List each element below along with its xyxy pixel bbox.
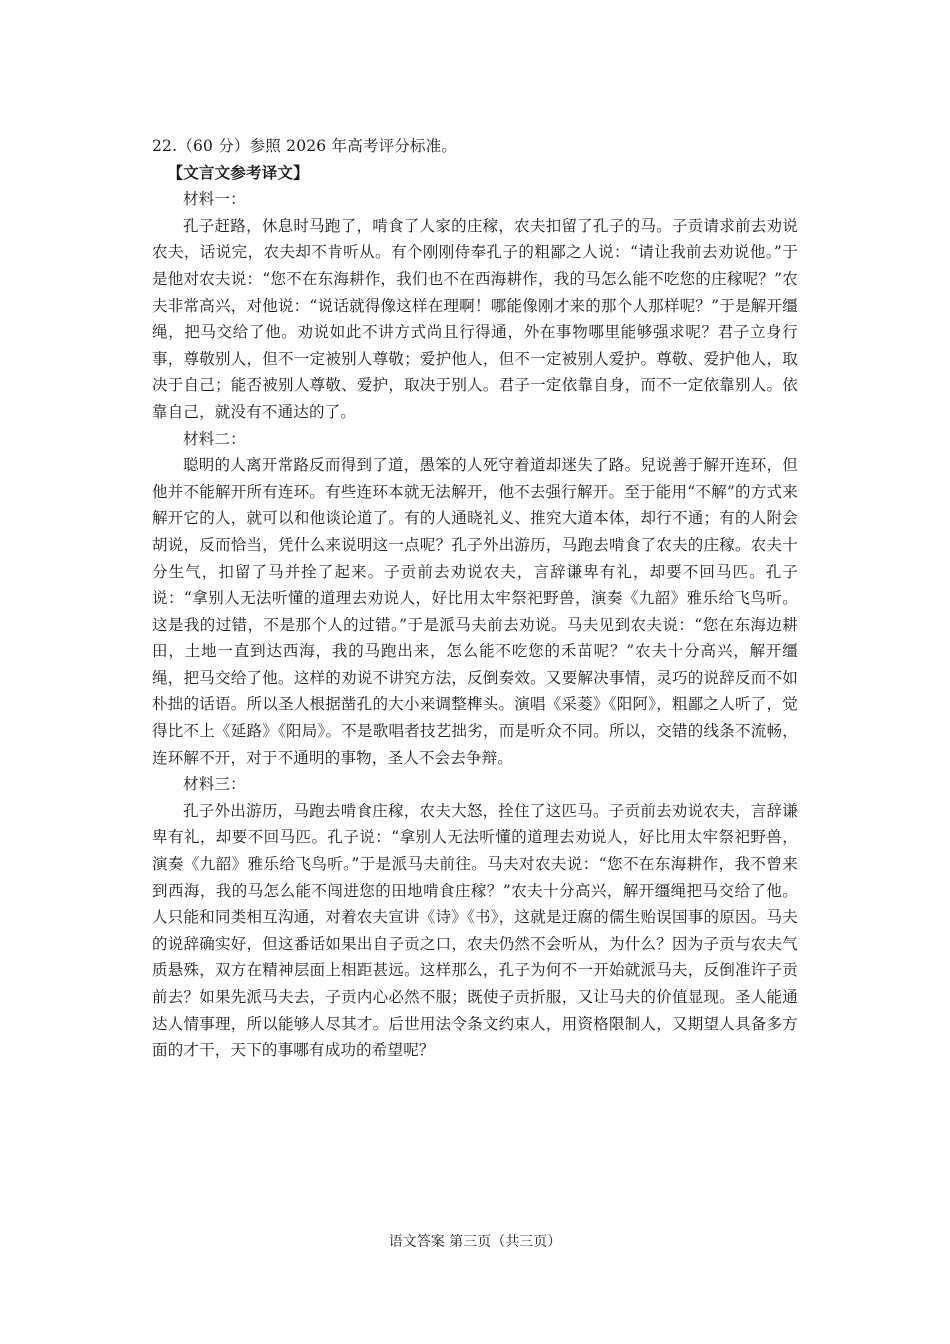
material-2-label: 材料二： — [183, 429, 246, 448]
material-1-paragraph: 孔子赶路，休息时马跑了，啃食了人家的庄稼，农夫扣留了孔子的马。子贡请求前去劝说农夫，话说完，农夫却不肯听从。有个刚刚侍奉孔子的粗鄙之人说：“请让我前去劝说他。”于是他对农夫说：“您不在东海耕作，我们也不在西海耕作，我的马怎么能不吃您的庄稼呢？”农夫非常高兴，对他说：“说话就得像这样在理啊！哪能像刚才来的那个人那样呢？”于是解开缰绳，把马交给了他。劝说如此不讲方式尚且行得通，外在事物哪里能够强求呢？君子立身行事，尊敬别人，但不一定被别人尊敬；爱护他人，但不一定被别人爱护。尊敬、爱护他人，取决于自己；能否被别人尊敬、爱护，取决于别人。君子一定依靠自身，而不一定依靠别人。依靠自己，就没有不通达的了。 — [152, 216, 798, 421]
material-1-label: 材料一： — [183, 190, 246, 209]
material-3-label: 材料三： — [183, 775, 246, 794]
answer-content — [152, 133, 798, 1064]
material-2-paragraph: 聪明的人离开常路反而得到了道，愚笨的人死守着道却迷失了路。兒说善于解开连环，但他并不能解开所有连环。有些连环本就无法解开，他不去强行解开。至于能用“不解”的方式来解开它的人，就可以和他谈论道了。有的人通晓礼义、推究大道本体，却行不通；有的人附会胡说，反而恰当，凭什么来说明这一点呢？孔子外出游历，马跑去啃食了农夫的庄稼。农夫十分生气，扣留了马并拴了起来。子贡前去劝说农夫，言辞谦卑有礼，却要不回马匹。孔子说：“拿别人无法听懂的道理去劝说人，好比用太牢祭祀野兽，演奏《九韶》雅乐给飞鸟听。这是我的过错，不是那个人的过错。”于是派马夫前去劝说。马夫见到农夫说：“您在东海边耕田，土地一直到达西海，我的马跑出来，怎么能不吃您的禾苗呢？”农夫十分高兴，解开缰绳，把马交给了他。这样的劝说不讲究方法，反倒奏效。又要解决事情，灵巧的说辞反而不如朴拙的话语。所以圣人根据凿孔的大小来调整榫头。演唱《采菱》《阳阿》，粗鄙之人听了，觉得比不上《延路》《阳局》。不是歌唱者技艺拙劣，而是听众不同。所以，交错的线条不流畅，连环解不开，对于不通明的事物，圣人不会去争辩。 — [152, 456, 798, 767]
material-3-paragraph: 孔子外出游历，马跑去啃食庄稼，农夫大怒，拴住了这匹马。子贡前去劝说农夫，言辞谦卑有礼，却要不回马匹。孔子说：“拿别人无法听懂的道理去劝说人，好比用太牢祭祀野兽，演奏《九韶》雅乐给飞鸟听。”于是派马夫前往。马夫对农夫说：“您不在东海耕作，我不曾来到西海，我的马怎么能不闯进您的田地啃食庄稼？”农夫十分高兴，解开缰绳把马交给了他。人只能和同类相互沟通，对着农夫宣讲《诗》《书》，这就是迂腐的儒生贻误国事的原因。马夫的说辞确实好，但这番话如果出自子贡之口，农夫仍然不会听从，为什么？因为子贡与农夫气质悬殊，双方在精神层面上相距甚远。这样那么，孔子为何不一开始就派马夫，反倒准许子贡前去？如果先派马夫去，子贡内心必然不服；既使子贡折服，又让马夫的价值显现。圣人能通达人情事理，所以能够人尽其才。后世用法令条文约束人，用资格限制人，又期望人具备多方面的才干，天下的事哪有成功的希望呢？ — [152, 801, 798, 1060]
section-title: 【文言文参考译文】 — [167, 162, 309, 182]
question-22-scoring-line: 22.（60 分）参照 2026 年高考评分标准。 — [152, 137, 458, 155]
page-footer: 语文答案 第三页（共三页） — [388, 1234, 562, 1250]
